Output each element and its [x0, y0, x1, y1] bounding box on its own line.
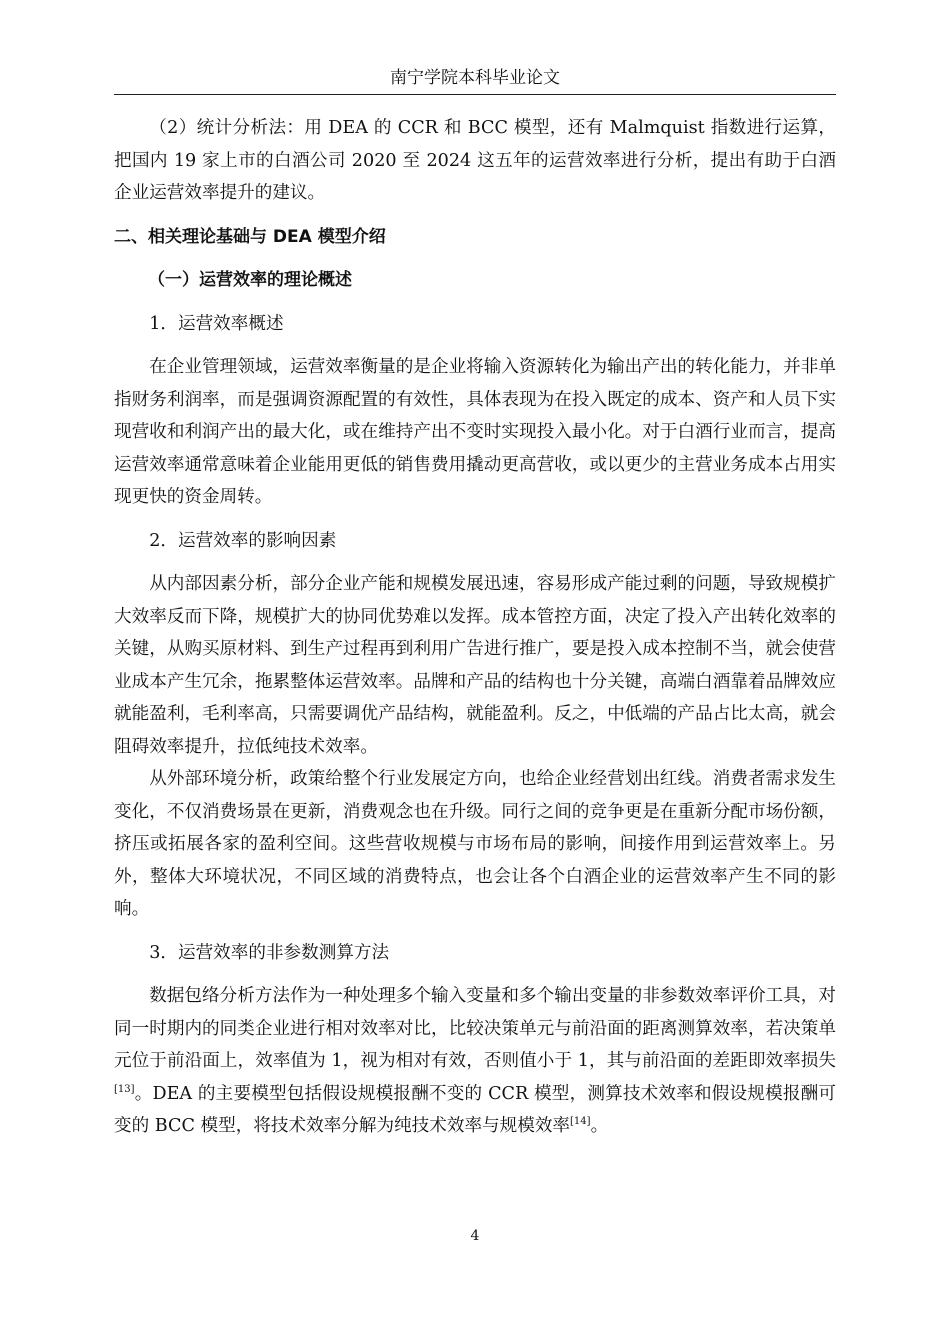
paragraph-method-2: （2）统计分析法：用 DEA 的 CCR 和 BCC 模型，还有 Malmquist 指数进行运算，把国内 19 家上市的白酒公司 2020 至 2024 这五年的运营效率进行分析，提出有助于白酒企业运营效率提升的建议。 [114, 118, 836, 203]
page-number: 4 [470, 1228, 480, 1244]
item-heading-2: 2．运营效率的影响因素 [149, 530, 337, 551]
paragraph-text: 。DEA 的主要模型包括假设规模报酬不变的 CCR 模型，测算技术效率和假设规模报酬可变的 BCC 模型，将技术效率分解为纯技术效率与规模效率 [114, 1083, 836, 1136]
header-divider [114, 94, 836, 95]
item-heading-1: 1．运营效率概述 [149, 313, 284, 334]
citation-ref: [14] [570, 1116, 591, 1127]
paragraph-text: 数据包络分析方法作为一种处理多个输入变量和多个输出变量的非参数效率评价工具，对同一时期内的同类企业进行相对效率对比，比较决策单元与前沿面的距离测算效率，若决策单元位于前沿面上，效率值为 1，视为相对有效，否则值小于 1，其与前沿面的差距即效率损失 [114, 986, 836, 1071]
paragraph-item-3 [114, 980, 836, 1143]
page-body [114, 112, 836, 1143]
running-header: 南宁学院本科毕业论文 [390, 68, 560, 88]
section-heading: 二、相关理论基础与 DEA 模型介绍 [114, 226, 386, 247]
subsection-heading: （一）运营效率的理论概述 [148, 270, 352, 290]
paragraph-item-2a: 从内部因素分析，部分企业产能和规模发展迅速，容易形成产能过剩的问题，导致规模扩大效率反而下降，规模扩大的协同优势难以发挥。成本管控方面，决定了投入产出转化效率的关键，从购买原材料、到生产过程再到利用广告进行推广，要是投入成本控制不当，就会使营业成本产生冗余，拖累整体运营效率。品牌和产品的结构也十分关键，高端白酒靠着品牌效应就能盈利，毛利率高，只需要调优产品结构，就能盈利。反之，中低端的产品占比太高，就会阻碍效率提升，拉低纯技术效率。 [114, 574, 836, 757]
item-heading-3: 3．运营效率的非参数测算方法 [149, 942, 390, 963]
paragraph-text: 。 [590, 1116, 609, 1136]
paragraph-item-2b: 从外部环境分析，政策给整个行业发展定方向，也给企业经营划出红线。消费者需求发生变化，不仅消费场景在更新，消费观念也在升级。同行之间的竞争更是在重新分配市场份额，挤压或拓展各家的盈利空间。这些营收规模与市场布局的影响，间接作用到运营效率上。另外，整体大环境状况，不同区域的消费特点，也会让各个白酒企业的运营效率产生不同的影响。 [114, 769, 836, 919]
citation-ref: [13] [114, 1083, 135, 1095]
paragraph-item-1: 在企业管理领域，运营效率衡量的是企业将输入资源转化为输出产出的转化能力，并非单指财务利润率，而是强调资源配置的有效性，具体表现为在投入既定的成本、资产和人员下实现营收和利润产出的最大化，或在维持产出不变时实现投入最小化。对于白酒行业而言，提高运营效率通常意味着企业能用更低的销售费用撬动更高营收，或以更少的主营业务成本占用实现更快的资金周转。 [114, 357, 836, 507]
